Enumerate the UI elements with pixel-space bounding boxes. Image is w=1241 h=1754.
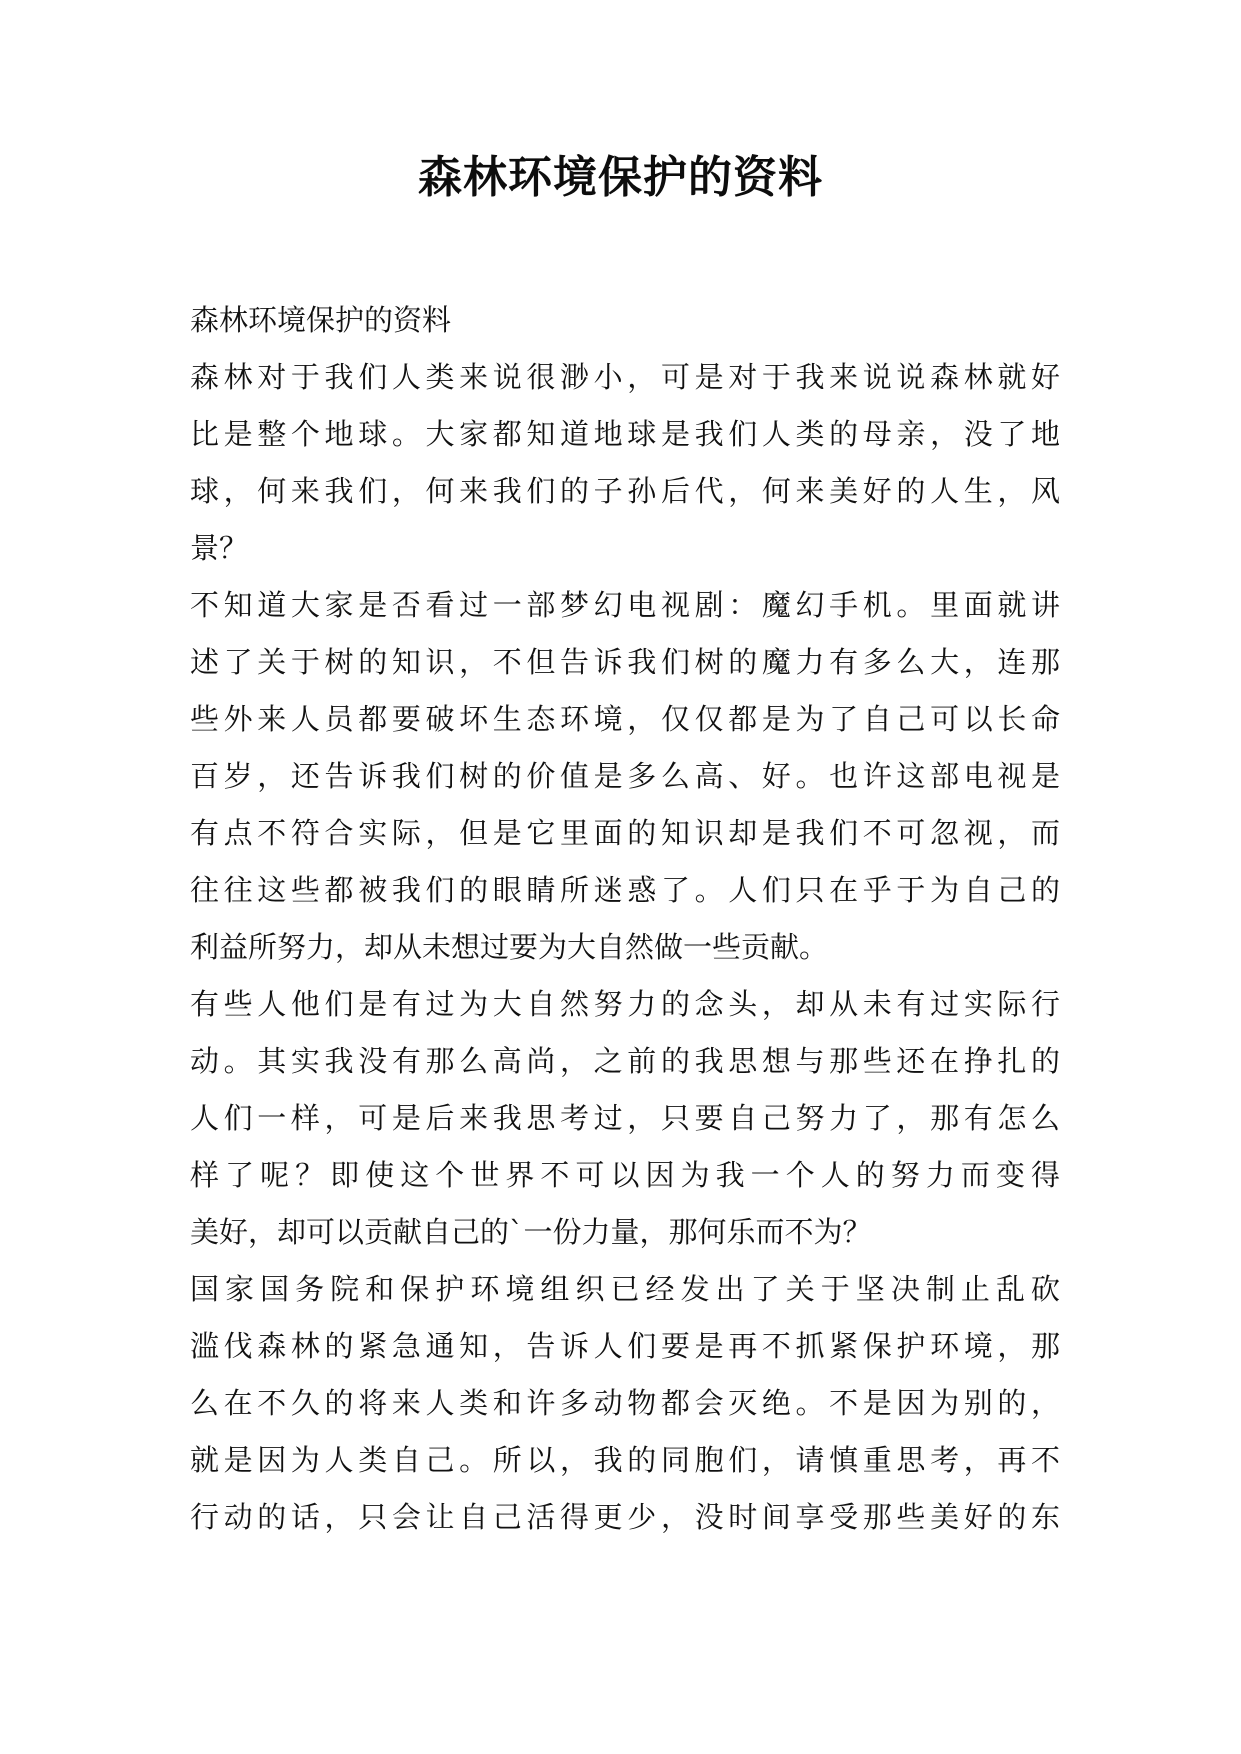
body-line: 比是整个地球。大家都知道地球是我们人类的母亲，没了地 — [190, 417, 1060, 451]
body-line: 利益所努力，却从未想过要为大自然做一些贡献。 — [190, 930, 829, 964]
body-line: 球，何来我们，何来我们的子孙后代，何来美好的人生，风 — [190, 474, 1060, 508]
body-line: 就是因为人类自己。所以，我的同胞们，请慎重思考，再不 — [190, 1443, 1060, 1477]
body-line: 动。其实我没有那么高尚，之前的我思想与那些还在挣扎的 — [190, 1044, 1060, 1078]
body-line: 人们一样，可是后来我思考过，只要自己努力了，那有怎么 — [190, 1101, 1060, 1135]
body-line: 美好，却可以贡献自己的`一份力量，那何乐而不为？ — [190, 1215, 872, 1249]
document-body — [190, 292, 1060, 1546]
body-line: 有些人他们是有过为大自然努力的念头，却从未有过实际行 — [190, 987, 1060, 1021]
body-line: 森林环境保护的资料 — [190, 303, 452, 337]
body-line: 些外来人员都要破坏生态环境，仅仅都是为了自己可以长命 — [190, 702, 1060, 736]
body-line: 有点不符合实际，但是它里面的知识却是我们不可忽视，而 — [190, 816, 1060, 850]
body-line: 森林对于我们人类来说很渺小，可是对于我来说说森林就好 — [190, 360, 1060, 394]
body-line: 百岁，还告诉我们树的价值是多么高、好。也许这部电视是 — [190, 759, 1060, 793]
body-line: 行动的话，只会让自己活得更少，没时间享受那些美好的东 — [190, 1500, 1060, 1534]
body-line: 滥伐森林的紧急通知，告诉人们要是再不抓紧保护环境，那 — [190, 1329, 1060, 1363]
body-line: 往往这些都被我们的眼睛所迷惑了。人们只在乎于为自己的 — [190, 873, 1060, 907]
body-line: 国家国务院和保护环境组织已经发出了关于坚决制止乱砍 — [190, 1272, 1060, 1306]
document-title: 森林环境保护的资料 — [418, 152, 823, 203]
body-line: 不知道大家是否看过一部梦幻电视剧：魔幻手机。里面就讲 — [190, 588, 1060, 622]
body-line: 么在不久的将来人类和许多动物都会灭绝。不是因为别的， — [190, 1386, 1060, 1420]
body-line: 样了呢？即使这个世界不可以因为我一个人的努力而变得 — [190, 1158, 1060, 1192]
body-line: 述了关于树的知识，不但告诉我们树的魔力有多么大，连那 — [190, 645, 1060, 679]
body-line: 景？ — [190, 531, 249, 565]
